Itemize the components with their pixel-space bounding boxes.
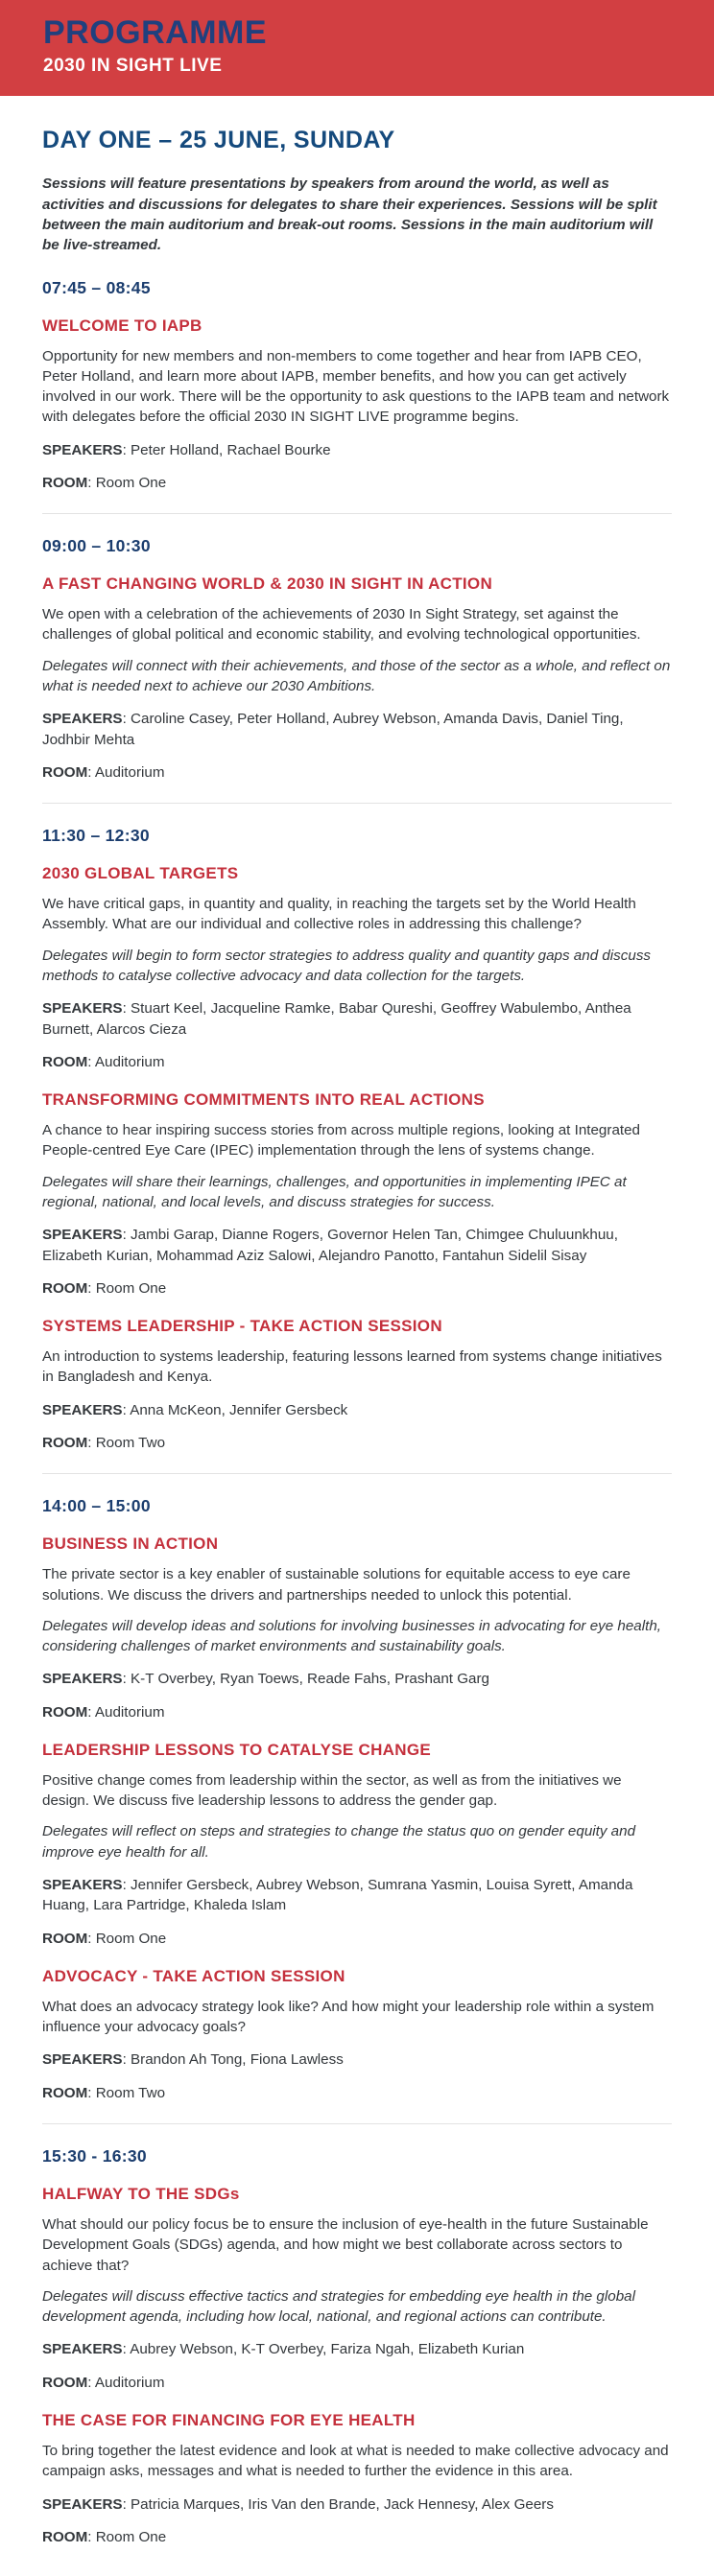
session-title: HALFWAY TO THE SDGs bbox=[42, 2185, 240, 2204]
session-title: 2030 GLOBAL TARGETS bbox=[42, 864, 239, 883]
room-line bbox=[42, 2373, 672, 2393]
session-description: We open with a celebration of the achievements of 2030 In Sight Strategy, set against the challenges of global political and economic stability, and evolving technological opportunities. bbox=[42, 606, 641, 644]
room-value: Room Two bbox=[95, 2084, 166, 2101]
speakers-value: Peter Holland, Rachael Bourke bbox=[131, 441, 331, 458]
room-label: ROOM bbox=[42, 474, 88, 491]
section-divider bbox=[42, 1473, 672, 1474]
session-title: BUSINESS IN ACTION bbox=[42, 1534, 219, 1554]
session-title: LEADERSHIP LESSONS TO CATALYSE CHANGE bbox=[42, 1740, 431, 1759]
room-label: ROOM bbox=[42, 1703, 88, 1721]
time-block-1400 bbox=[42, 1496, 672, 2103]
speakers-value: Stuart Keel, Jacqueline Ramke, Babar Qureshi, Geoffrey Wabulembo, Anthea Burnett, Alarcos Cieza bbox=[42, 1000, 631, 1038]
time-block-0900 bbox=[42, 536, 672, 783]
room-value: Room One bbox=[95, 1279, 167, 1297]
speakers-label: SPEAKERS bbox=[42, 711, 123, 728]
session-title: WELCOME TO IAPB bbox=[42, 316, 202, 335]
separator: : bbox=[87, 2374, 92, 2391]
session-fast-changing-world bbox=[42, 574, 672, 783]
session-advocacy bbox=[42, 1967, 672, 2103]
speakers-value: Jambi Garap, Dianne Rogers, Governor Helen Tan, Chimgee Chuluunkhuu, Elizabeth Kurian, Mohammad Aziz Salowi, Alejandro Panotto, Fantahun Sidelil Sisay bbox=[42, 1227, 618, 1264]
delegates-note: Delegates will discuss effective tactics and strategies for embedding eye health in the global development agenda, including how local, national, and regional actions can contribute. bbox=[42, 2287, 635, 2326]
speakers-line bbox=[42, 1400, 672, 1420]
room-label: ROOM bbox=[42, 2084, 88, 2101]
room-line bbox=[42, 1433, 672, 1453]
session-systems-leadership bbox=[42, 1317, 672, 1453]
section-divider bbox=[42, 803, 672, 804]
session-title: SYSTEMS LEADERSHIP - TAKE ACTION SESSION bbox=[42, 1317, 442, 1336]
session-time: 14:00 – 15:00 bbox=[42, 1496, 151, 1516]
separator: : bbox=[87, 1703, 92, 1721]
programme-title: PROGRAMME bbox=[43, 14, 268, 51]
room-value: Auditorium bbox=[94, 1053, 165, 1070]
speakers-line bbox=[42, 2494, 672, 2515]
separator: : bbox=[87, 763, 92, 781]
room-value: Auditorium bbox=[94, 2374, 165, 2391]
session-description: What does an advocacy strategy look like? And how might your leadership role within a system influence your advocacy goals? bbox=[42, 1998, 654, 2036]
section-divider bbox=[42, 513, 672, 514]
session-welcome-to-iapb bbox=[42, 316, 672, 494]
delegates-note: Delegates will begin to form sector strategies to address quality and quantity gaps and discuss methods to catalyse collective advocacy and data collection for the targets. bbox=[42, 947, 652, 985]
session-time: 11:30 – 12:30 bbox=[42, 826, 150, 846]
day-intro: Sessions will feature presentations by speakers from around the world, as well as activities and discussions for delegates to share their experiences. Sessions will be split between the main auditorium and break-out rooms. Sessions in the main auditorium will be live-streamed. bbox=[42, 176, 657, 254]
separator: : bbox=[122, 2495, 127, 2513]
session-description: We have critical gaps, in quantity and quality, in reaching the targets set by the World Health Assembly. What are our individual and collective roles in addressing this challenge? bbox=[42, 896, 636, 933]
room-line bbox=[42, 2527, 672, 2547]
speakers-value: Caroline Casey, Peter Holland, Aubrey Webson, Amanda Davis, Daniel Ting, Jodhbir Mehta bbox=[42, 711, 624, 748]
session-title: TRANSFORMING COMMITMENTS INTO REAL ACTIONS bbox=[42, 1090, 485, 1110]
room-line bbox=[42, 762, 672, 783]
separator: : bbox=[87, 1279, 92, 1297]
room-line bbox=[42, 1278, 672, 1299]
speakers-label: SPEAKERS bbox=[42, 2495, 123, 2513]
separator: : bbox=[122, 1401, 127, 1418]
programme-header bbox=[0, 0, 714, 96]
separator: : bbox=[122, 441, 127, 458]
session-time: 15:30 - 16:30 bbox=[42, 2146, 147, 2166]
session-time: 07:45 – 08:45 bbox=[42, 277, 151, 297]
room-value: Auditorium bbox=[94, 763, 165, 781]
delegates-note: Delegates will develop ideas and solutions for involving businesses in advocating for eye health, considering challenges of market environments and sustainability goals. bbox=[42, 1617, 662, 1655]
speakers-label: SPEAKERS bbox=[42, 441, 123, 458]
session-leadership-lessons bbox=[42, 1741, 672, 1949]
room-value: Auditorium bbox=[94, 1703, 165, 1721]
speakers-value: K-T Overbey, Ryan Toews, Reade Fahs, Prashant Garg bbox=[131, 1671, 489, 1688]
session-title: ADVOCACY - TAKE ACTION SESSION bbox=[42, 1966, 345, 1985]
speakers-label: SPEAKERS bbox=[42, 1227, 123, 1244]
separator: : bbox=[87, 1053, 92, 1070]
speakers-value: Patricia Marques, Iris Van den Brande, Jack Hennesy, Alex Geers bbox=[131, 2495, 554, 2513]
room-value: Room Two bbox=[95, 1434, 166, 1451]
session-description: Opportunity for new members and non-members to come together and hear from IAPB CEO, Peter Holland, and learn more about IAPB, member benefits, and how you can get actively involved in our work. There will be the opportunity to ask questions to the IAPB team and network with delegates before the official 2030 IN SIGHT LIVE programme begins. bbox=[42, 347, 670, 426]
delegates-note: Delegates will connect with their achievements, and those of the sector as a whole, and reflect on what is needed next to achieve our 2030 Ambitions. bbox=[42, 657, 671, 695]
speakers-line bbox=[42, 709, 672, 750]
session-title: THE CASE FOR FINANCING FOR EYE HEALTH bbox=[42, 2410, 416, 2429]
session-title: A FAST CHANGING WORLD & 2030 IN SIGHT IN ACTION bbox=[42, 574, 493, 594]
separator: : bbox=[87, 474, 92, 491]
speakers-value: Aubrey Webson, K-T Overbey, Fariza Ngah, Elizabeth Kurian bbox=[130, 2341, 525, 2358]
room-label: ROOM bbox=[42, 2374, 88, 2391]
separator: : bbox=[122, 1000, 127, 1018]
session-halfway-to-the-sdgs bbox=[42, 2185, 672, 2393]
room-value: Room One bbox=[95, 2528, 167, 2545]
room-label: ROOM bbox=[42, 763, 88, 781]
session-description: An introduction to systems leadership, featuring lessons learned from systems change initiatives in Bangladesh and Kenya. bbox=[42, 1348, 662, 1386]
speakers-label: SPEAKERS bbox=[42, 2341, 123, 2358]
speakers-label: SPEAKERS bbox=[42, 1401, 123, 1418]
speakers-value: Jennifer Gersbeck, Aubrey Webson, Sumrana Yasmin, Louisa Syrett, Amanda Huang, Lara Partridge, Khaleda Islam bbox=[42, 1877, 633, 1914]
separator: : bbox=[87, 1930, 92, 1947]
separator: : bbox=[122, 2341, 127, 2358]
speakers-line bbox=[42, 1875, 672, 1916]
session-description: A chance to hear inspiring success stories from across multiple regions, looking at Integrated People-centred Eye Care (IPEC) implementation through the lens of systems change. bbox=[42, 1122, 640, 1159]
separator: : bbox=[87, 2084, 92, 2101]
room-line bbox=[42, 1052, 672, 1072]
speakers-label: SPEAKERS bbox=[42, 2051, 123, 2069]
room-label: ROOM bbox=[42, 1434, 88, 1451]
room-label: ROOM bbox=[42, 2528, 88, 2545]
session-description: To bring together the latest evidence and look at what is needed to make collective advocacy and campaign asks, messages and what is needed to further the evidence in this area. bbox=[42, 2442, 669, 2480]
room-value: Room One bbox=[95, 474, 167, 491]
speakers-line bbox=[42, 1225, 672, 1266]
speakers-line bbox=[42, 2339, 672, 2359]
separator: : bbox=[122, 1877, 127, 1894]
programme-subtitle: 2030 IN SIGHT LIVE bbox=[43, 56, 223, 77]
room-label: ROOM bbox=[42, 1053, 88, 1070]
room-label: ROOM bbox=[42, 1930, 88, 1947]
time-block-1130 bbox=[42, 826, 672, 1453]
speakers-value: Brandon Ah Tong, Fiona Lawless bbox=[131, 2051, 344, 2069]
session-case-for-financing bbox=[42, 2411, 672, 2547]
separator: : bbox=[122, 1671, 127, 1688]
programme-body bbox=[0, 127, 714, 2576]
time-block-0745 bbox=[42, 278, 672, 494]
separator: : bbox=[87, 2528, 92, 2545]
section-divider bbox=[42, 2123, 672, 2124]
room-line bbox=[42, 1929, 672, 1949]
speakers-label: SPEAKERS bbox=[42, 1877, 123, 1894]
room-value: Room One bbox=[95, 1930, 167, 1947]
day-heading: DAY ONE – 25 JUNE, SUNDAY bbox=[42, 127, 395, 154]
time-block-1530 bbox=[42, 2146, 672, 2547]
separator: : bbox=[122, 1227, 127, 1244]
separator: : bbox=[122, 2051, 127, 2069]
session-description: What should our policy focus be to ensure the inclusion of eye-health in the future Sustainable Development Goals (SDGs) agenda, and how might we best collaborate across sectors to achieve that? bbox=[42, 2216, 649, 2274]
session-transforming-commitments bbox=[42, 1090, 672, 1299]
separator: : bbox=[87, 1434, 92, 1451]
session-description: The private sector is a key enabler of sustainable solutions for equitable access to eye care solutions. We discuss the drivers and partnerships needed to unlock this potential. bbox=[42, 1566, 631, 1604]
speakers-line bbox=[42, 998, 672, 1040]
room-line bbox=[42, 473, 672, 493]
speakers-label: SPEAKERS bbox=[42, 1671, 123, 1688]
separator: : bbox=[122, 711, 127, 728]
room-line bbox=[42, 1702, 672, 1722]
speakers-line bbox=[42, 1669, 672, 1689]
session-description: Positive change comes from leadership within the sector, as well as from the initiatives we design. We discuss five leadership lessons to address the gender gap. bbox=[42, 1771, 622, 1810]
speakers-value: Anna McKeon, Jennifer Gersbeck bbox=[130, 1401, 348, 1418]
delegates-note: Delegates will reflect on steps and strategies to change the status quo on gender equity and improve eye health for all. bbox=[42, 1823, 636, 1861]
session-2030-global-targets bbox=[42, 864, 672, 1072]
session-business-in-action bbox=[42, 1534, 672, 1722]
room-label: ROOM bbox=[42, 1279, 88, 1297]
delegates-note: Delegates will share their learnings, challenges, and opportunities in implementing IPEC at regional, national, and local levels, and discuss strategies for success. bbox=[42, 1173, 627, 1210]
speakers-line bbox=[42, 2049, 672, 2070]
room-line bbox=[42, 2083, 672, 2103]
speakers-line bbox=[42, 440, 672, 460]
session-time: 09:00 – 10:30 bbox=[42, 536, 151, 556]
speakers-label: SPEAKERS bbox=[42, 1000, 123, 1018]
